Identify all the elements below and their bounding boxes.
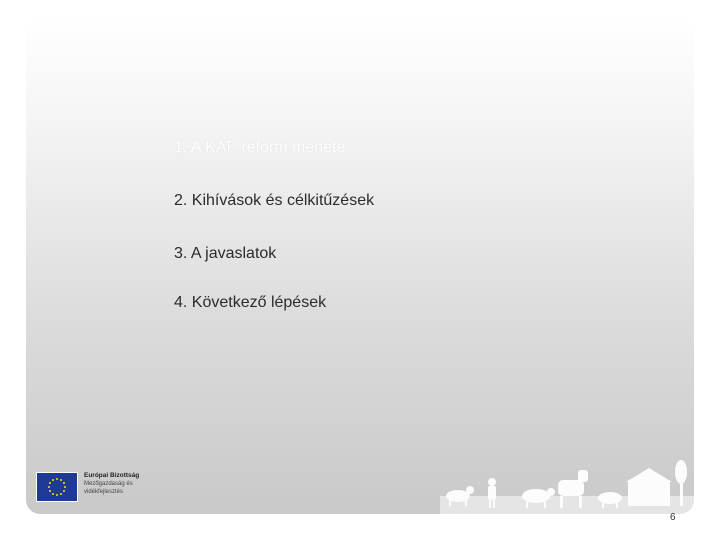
european-commission-logo — [36, 472, 139, 502]
logo-title: Európai Bizottság — [84, 472, 140, 479]
agenda-item-3: 3. A javaslatok — [174, 245, 277, 262]
agenda-item-4: 4. Következő lépések — [174, 294, 327, 311]
logo-text — [84, 472, 139, 496]
agenda-item-2: 2. Kihívások és célkitűzések — [174, 192, 375, 209]
background-panel — [26, 18, 694, 514]
eu-flag-icon — [36, 472, 78, 502]
agenda-item-1: 1. A KAP reform menete — [174, 139, 346, 156]
logo-subtitle-line1: Mezőgazdaság és — [84, 481, 133, 487]
page-number: 6 — [670, 512, 676, 523]
farm-animals-silhouette — [440, 456, 696, 514]
logo-subtitle-line2: vidékfejlesztés — [84, 489, 124, 495]
